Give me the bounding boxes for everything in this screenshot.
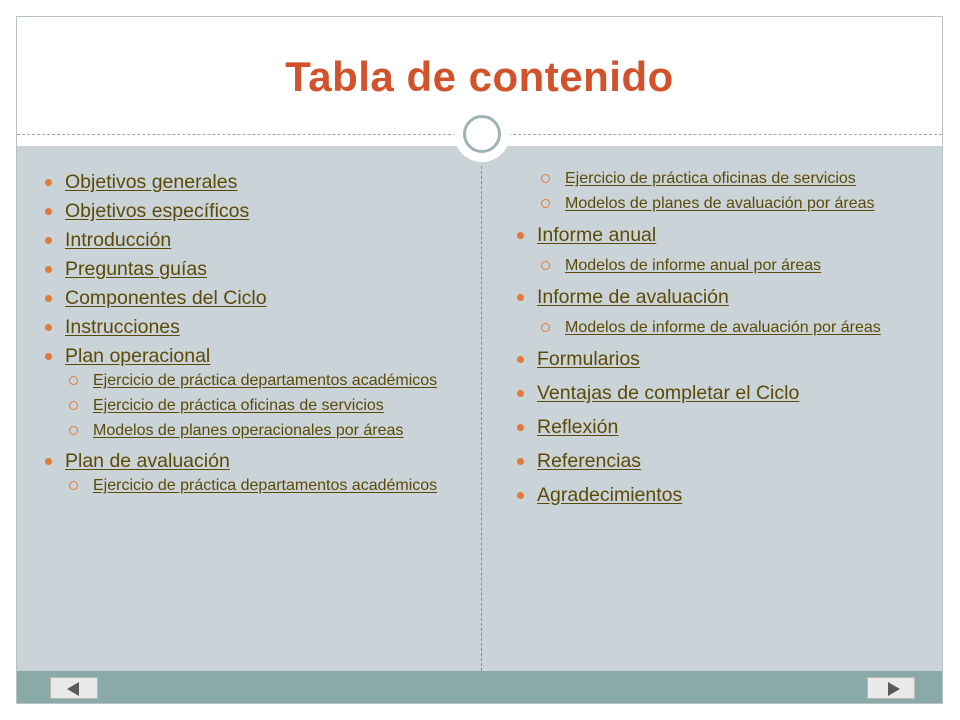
toc-sublink-practica-oficinas[interactable]: Ejercicio de práctica oficinas de servicios xyxy=(93,397,384,414)
divider-circle-ornament xyxy=(454,106,510,162)
right-column xyxy=(515,146,915,518)
triangle-left-icon xyxy=(67,682,79,696)
toc-item xyxy=(43,450,463,472)
toc-sublist xyxy=(43,475,463,496)
toc-link-reflexion[interactable]: Reflexión xyxy=(537,416,619,438)
circle-ring-icon xyxy=(463,115,501,153)
toc-link-objetivos-generales[interactable]: Objetivos generales xyxy=(65,171,238,193)
toc-sublink-modelos-planes-avaluacion[interactable]: Modelos de planes de avaluación por áreas xyxy=(565,195,875,212)
toc-sublist xyxy=(515,255,915,276)
toc-sublist xyxy=(515,317,915,338)
column-divider xyxy=(481,166,482,671)
toc-link-objetivos-especificos[interactable]: Objetivos específicos xyxy=(65,200,250,222)
toc-item xyxy=(515,224,915,246)
toc-sublink-avaluacion-practica-oficinas[interactable]: Ejercicio de práctica oficinas de servicios xyxy=(565,170,856,187)
toc-sublist xyxy=(43,370,463,441)
toc-link-informe-anual[interactable]: Informe anual xyxy=(537,224,657,246)
previous-slide-button[interactable] xyxy=(50,677,98,699)
toc-link-agradecimientos[interactable]: Agradecimientos xyxy=(537,484,683,506)
toc-link-introduccion[interactable]: Introducción xyxy=(65,229,172,251)
toc-subitem xyxy=(515,255,915,276)
toc-subitem xyxy=(515,168,915,189)
toc-item xyxy=(515,416,915,438)
toc-list-right xyxy=(515,146,915,506)
toc-item xyxy=(43,229,463,251)
toc-item xyxy=(515,348,915,370)
toc-subitem xyxy=(43,370,463,391)
toc-subitem xyxy=(515,317,915,338)
toc-link-referencias[interactable]: Referencias xyxy=(537,450,642,472)
toc-item xyxy=(43,200,463,222)
left-column xyxy=(43,171,463,505)
toc-link-formularios[interactable]: Formularios xyxy=(537,348,640,370)
toc-subitem xyxy=(43,395,463,416)
footer-bar xyxy=(17,671,942,704)
toc-item xyxy=(515,382,915,404)
toc-sublist xyxy=(515,146,915,214)
toc-link-plan-de-avaluacion[interactable]: Plan de avaluación xyxy=(65,450,230,472)
next-slide-button[interactable] xyxy=(867,677,915,699)
toc-link-plan-operacional[interactable]: Plan operacional xyxy=(65,345,211,367)
toc-subitem xyxy=(43,475,463,496)
toc-link-componentes-del-ciclo[interactable]: Componentes del Ciclo xyxy=(65,287,267,309)
toc-item xyxy=(515,450,915,472)
slide xyxy=(16,16,943,704)
toc-sublink-practica-departamentos[interactable]: Ejercicio de práctica departamentos académicos xyxy=(93,372,438,389)
toc-item xyxy=(43,171,463,193)
toc-sublink-modelos-informe-avaluacion[interactable]: Modelos de informe de avaluación por áreas xyxy=(565,319,881,336)
toc-link-informe-de-avaluacion[interactable]: Informe de avaluación xyxy=(537,286,729,308)
toc-item xyxy=(43,287,463,309)
toc-link-ventajas[interactable]: Ventajas de completar el Ciclo xyxy=(537,382,800,404)
toc-item xyxy=(515,286,915,308)
triangle-right-icon xyxy=(888,682,900,696)
toc-subitem xyxy=(515,193,915,214)
toc-item xyxy=(43,258,463,280)
toc-link-preguntas-guias[interactable]: Preguntas guías xyxy=(65,258,208,280)
toc-sublink-modelos-informe-anual[interactable]: Modelos de informe anual por áreas xyxy=(565,257,822,274)
toc-link-instrucciones[interactable]: Instrucciones xyxy=(65,316,180,338)
toc-sublink-modelos-planes-operacionales[interactable]: Modelos de planes operacionales por áreas xyxy=(93,422,404,439)
toc-item xyxy=(43,316,463,338)
toc-list-left xyxy=(43,171,463,496)
page-title: Tabla de contenido xyxy=(285,53,674,100)
toc-item xyxy=(43,345,463,367)
content-area xyxy=(17,146,942,671)
toc-item xyxy=(515,484,915,506)
toc-subitem xyxy=(43,420,463,441)
toc-sublink-avaluacion-practica-departamentos[interactable]: Ejercicio de práctica departamentos académicos xyxy=(93,477,438,494)
